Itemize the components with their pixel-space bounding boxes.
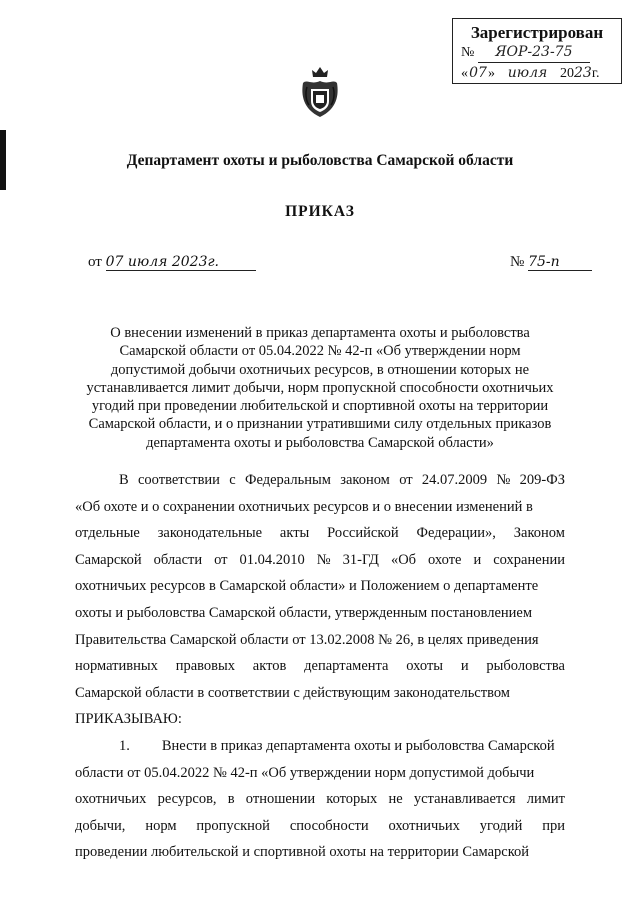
body-word: с: [229, 472, 236, 488]
body-word: нормативных: [75, 658, 158, 675]
body-line: [75, 520, 565, 547]
department-heading: Департамент охоты и рыболовства Самарской области: [126, 152, 514, 169]
stamp-number-label: №: [461, 45, 475, 60]
body-word: Законом: [513, 525, 565, 542]
body-word: «Об: [390, 551, 417, 568]
body-word: соответствии: [138, 472, 220, 488]
body-word: отношении: [245, 791, 316, 808]
body-word: угодий: [479, 817, 523, 834]
body-word: Федеральным: [245, 472, 331, 488]
body-word: не: [388, 791, 403, 808]
body-word: охотничьих: [75, 791, 147, 808]
body-word: 31-ГД: [342, 551, 379, 568]
stamp-date-day: 07: [468, 63, 488, 84]
subject-line: департамента охоты и рыболовства Самарской области»: [146, 434, 494, 451]
body-word: пропускной: [196, 817, 270, 834]
stamp-title: Зарегистрирован: [470, 23, 604, 42]
body-word: от: [214, 551, 228, 568]
body-word: и: [460, 658, 469, 675]
subject-line: О внесении изменений в приказ департамента охоты и рыболовства: [110, 325, 530, 341]
body-line: [75, 653, 565, 680]
body-word: В: [119, 472, 129, 488]
stamp-date-year-unit: г.: [591, 66, 600, 81]
body-word: норм: [145, 817, 177, 834]
body-word: охоты: [406, 658, 444, 675]
body-line: [75, 839, 565, 866]
body-word: охотничьих ресурсов в Самарской области» и Положением о департаменте: [75, 578, 539, 595]
body-line: [75, 467, 565, 494]
body-word: департамента: [304, 658, 389, 675]
body-word: законодательные: [157, 525, 263, 542]
subject-line: Самарской области, и о признании утратившими силу отдельных приказов: [88, 416, 552, 433]
body-word: в: [227, 791, 235, 808]
body-word: №: [496, 472, 511, 488]
body-word: №: [316, 551, 331, 568]
order-date: [88, 254, 256, 271]
body-word: Федерации»,: [416, 525, 496, 542]
body-word: Внести в приказ департамента охоты и рыболовства Самарской: [161, 737, 555, 754]
stamp-date-month: июля: [499, 63, 557, 84]
body-line: [75, 733, 565, 760]
subject-line: Самарской области от 05.04.2022 № 42-п «Об утверждении норм: [119, 343, 521, 360]
body-word: которых: [326, 791, 378, 808]
document-title: ПРИКАЗ: [285, 203, 355, 220]
body-word: охотничьих: [388, 817, 460, 834]
stamp-date-close: »: [488, 66, 495, 81]
stamp-date-year-suffix: 23: [574, 63, 592, 84]
stamp-date-year-prefix: 20: [560, 66, 574, 81]
body-word: способности: [289, 817, 369, 834]
body-line: [75, 600, 565, 627]
body-word: акты: [279, 525, 310, 542]
body-word: Российской: [327, 525, 399, 542]
body-line: [75, 813, 565, 840]
body-line: [75, 680, 565, 707]
body-word: от: [399, 472, 413, 488]
subject-line: допустимой добычи охотничьих ресурсов, в отношении которых не: [110, 361, 530, 378]
body-line: [75, 627, 565, 654]
body-word: Самарской: [75, 551, 142, 568]
body-word: охоты и рыболовства Самарской области, утвержденным постановлением: [75, 604, 533, 621]
order-number-prefix: №: [510, 254, 525, 270]
stamp-number-line: [461, 42, 613, 63]
body-word: сохранении: [493, 551, 565, 568]
body-word: правовых: [175, 658, 235, 675]
body-word: добычи,: [75, 817, 126, 834]
body-word: отдельные: [75, 525, 140, 542]
subject-line: устанавливается лимит добычи, норм пропускной способности охотничьих: [86, 379, 554, 396]
order-subject: [60, 324, 580, 452]
order-number: [510, 254, 592, 271]
stamp-number-value: ЯОР-23-75: [478, 42, 590, 63]
subject-line: угодий при проведении любительской и спортивной охоты на территории: [91, 398, 549, 415]
body-word: 1.: [119, 737, 130, 754]
body-word: 01.04.2010: [239, 551, 305, 568]
body-word: области: [153, 551, 203, 568]
body-word: 209-ФЗ: [519, 472, 565, 488]
body-word: области от 05.04.2022 № 42-п «Об утверждении норм допустимой добычи: [75, 764, 535, 781]
order-body: [75, 467, 565, 866]
body-word: законом: [340, 472, 390, 488]
body-word: Правительства Самарской области от 13.02.2008 № 26, в целях приведения: [75, 631, 539, 648]
body-line: [75, 494, 565, 521]
body-word: рыболовства: [486, 658, 565, 675]
body-word: и: [473, 551, 482, 568]
body-word: при: [542, 817, 565, 834]
body-word: ПРИКАЗЫВАЮ:: [75, 711, 182, 728]
stamp-date-line: [461, 63, 613, 84]
body-word: актов: [252, 658, 287, 675]
body-line: [75, 786, 565, 813]
coat-of-arms-icon: [299, 65, 341, 119]
body-line: [75, 547, 565, 574]
body-word: Самарской области в соответствии с действующим законодательством: [75, 684, 510, 701]
body-line: [75, 760, 565, 787]
order-number-value: 75-п: [528, 254, 592, 271]
body-word: 24.07.2009: [421, 472, 488, 488]
stamp-date-open: «: [461, 66, 468, 81]
order-date-value: 07 июля 2023г.: [106, 254, 256, 271]
body-word: ресурсов,: [157, 791, 217, 808]
body-word: охоте: [428, 551, 462, 568]
order-date-prefix: от: [88, 254, 102, 270]
body-word: лимит: [526, 791, 565, 808]
body-line: [75, 573, 565, 600]
body-word: «Об охоте и о сохранении охотничьих ресурсов и о внесении изменений в: [75, 498, 533, 515]
body-word: устанавливается: [413, 791, 516, 808]
registration-stamp: [452, 18, 622, 84]
body-line: [75, 706, 565, 733]
body-word: проведении любительской и спортивной охоты на территории Самарской: [75, 844, 530, 861]
